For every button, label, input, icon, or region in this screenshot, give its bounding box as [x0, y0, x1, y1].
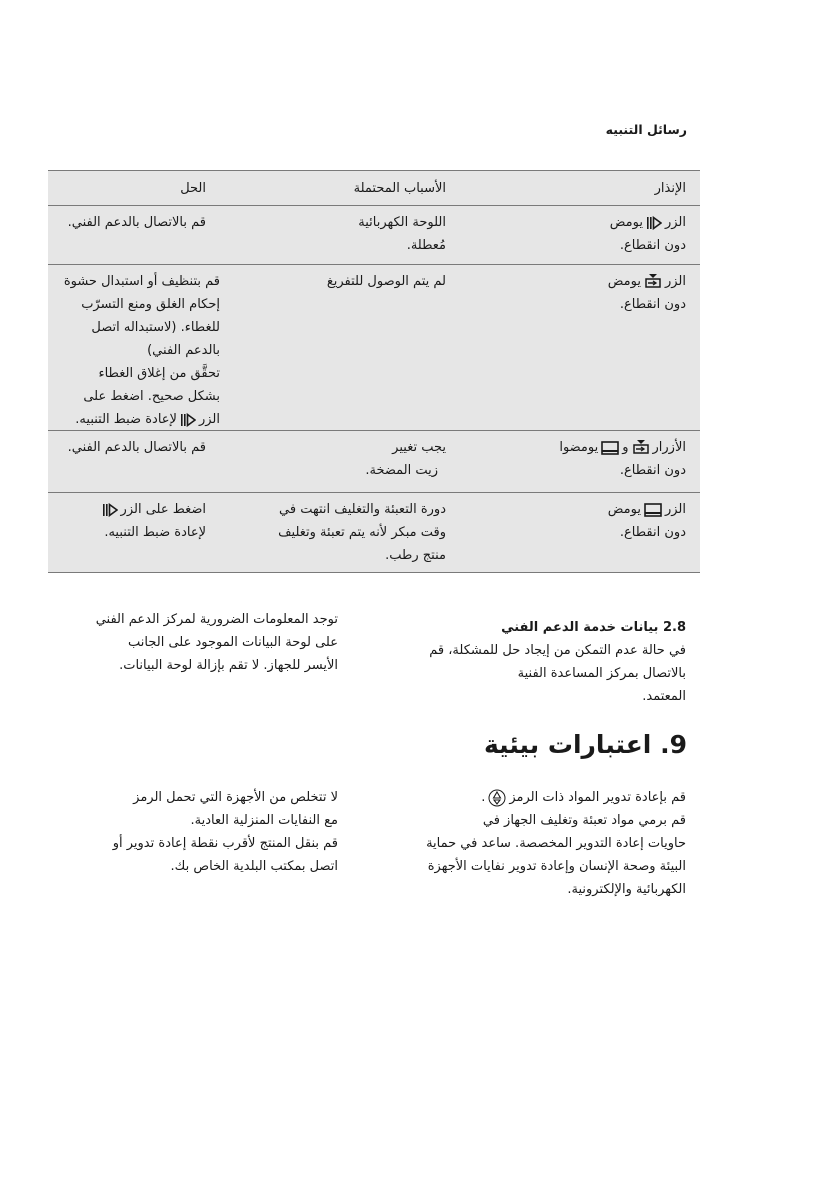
table-row [48, 493, 700, 573]
cause-cell: لم يتم الوصول للتفريغ [326, 274, 446, 289]
drain-icon [644, 273, 662, 291]
recycle-icon [488, 789, 506, 807]
solution-cell: قم بتنظيف أو استبدال حشوة إحكام الغلق ومنع التسرّب للغطاء. (لاستبداله اتصل بالدعم الفني) تحقَّق من إغلاق الغطاء بشكل صحيح. اضغط على الزر لإعادة ضبط التنبيه. [63, 274, 220, 427]
warning-cell: الزر يومض دون انقطاع. [607, 502, 686, 540]
table-header [48, 170, 700, 206]
environment-section [48, 786, 700, 906]
warning-cell: الأزرار و يومضوا دون انقطاع. [559, 440, 686, 478]
solution-cell: قم بالاتصال بالدعم الفني. [67, 440, 206, 455]
play-pause-icon [102, 503, 118, 517]
support-main: 2.8 بيانات خدمة الدعم الفني في حالة عدم التمكن من إيجاد حل للمشكلة، قم بالاتصال بمركز المساعدة الفنية المعتمد. [396, 616, 686, 708]
solution-cell: قم بالاتصال بالدعم الفني. [67, 215, 206, 230]
warning-cell: الزر يومض دون انقطاع. [607, 274, 686, 312]
cause-cell: يجب تغيير زيت المضخة. [365, 440, 446, 478]
play-pause-icon [180, 413, 196, 427]
environment-main: قم بإعادة تدوير المواد ذات الرمز . قم برمي مواد تعبئة وتغليف الجهاز في حاويات إعادة التدوير المخصصة. ساعد في حماية البيئة وصحة الإنسان وإعادة تدوير نفايات الأجهزة الكهربائية والإلكترونية. [426, 790, 686, 897]
seal-icon [601, 441, 619, 455]
table-row [48, 431, 700, 493]
solution-cell: اضغط على الزر لإعادة ضبط التنبيه. [48, 493, 220, 572]
table-row [48, 265, 700, 431]
header-warning: الإنذار [654, 181, 686, 196]
cause-cell: اللوحة الكهربائية مُعطلة. [358, 215, 446, 253]
support-side-note: توجد المعلومات الضرورية لمركز الدعم الفني على لوحة البيانات الموجود على الجانب الأيسر للجهاز. لا تقم بإزالة لوحة البيانات. [95, 612, 338, 673]
drain-icon [632, 439, 650, 457]
warning-cell: الزر يومض دون انقطاع. [609, 215, 686, 253]
alarm-table [48, 170, 700, 573]
play-pause-icon [646, 216, 662, 230]
environment-side-note: لا تتخلص من الأجهزة التي تحمل الرمز مع النفايات المنزلية العادية. قم بنقل المنتج لأقرب نقطة إعادة تدوير أو اتصل بمكتب البلدية الخاص بك. [112, 790, 338, 874]
table-row [48, 206, 700, 265]
header-cause: الأسباب المحتملة [353, 181, 446, 196]
section-title: رسائل التنبيه [605, 122, 687, 137]
chapter-title: 9. اعتبارات بيئية [483, 730, 687, 759]
support-section [48, 608, 700, 708]
header-solution: الحل [180, 181, 206, 196]
cause-cell: دورة التعبئة والتغليف انتهت في وقت مبكر لأنه يتم تعبئة وتغليف منتج رطب. [278, 502, 446, 563]
seal-icon [644, 503, 662, 517]
support-heading: 2.8 بيانات خدمة الدعم الفني [501, 620, 686, 635]
